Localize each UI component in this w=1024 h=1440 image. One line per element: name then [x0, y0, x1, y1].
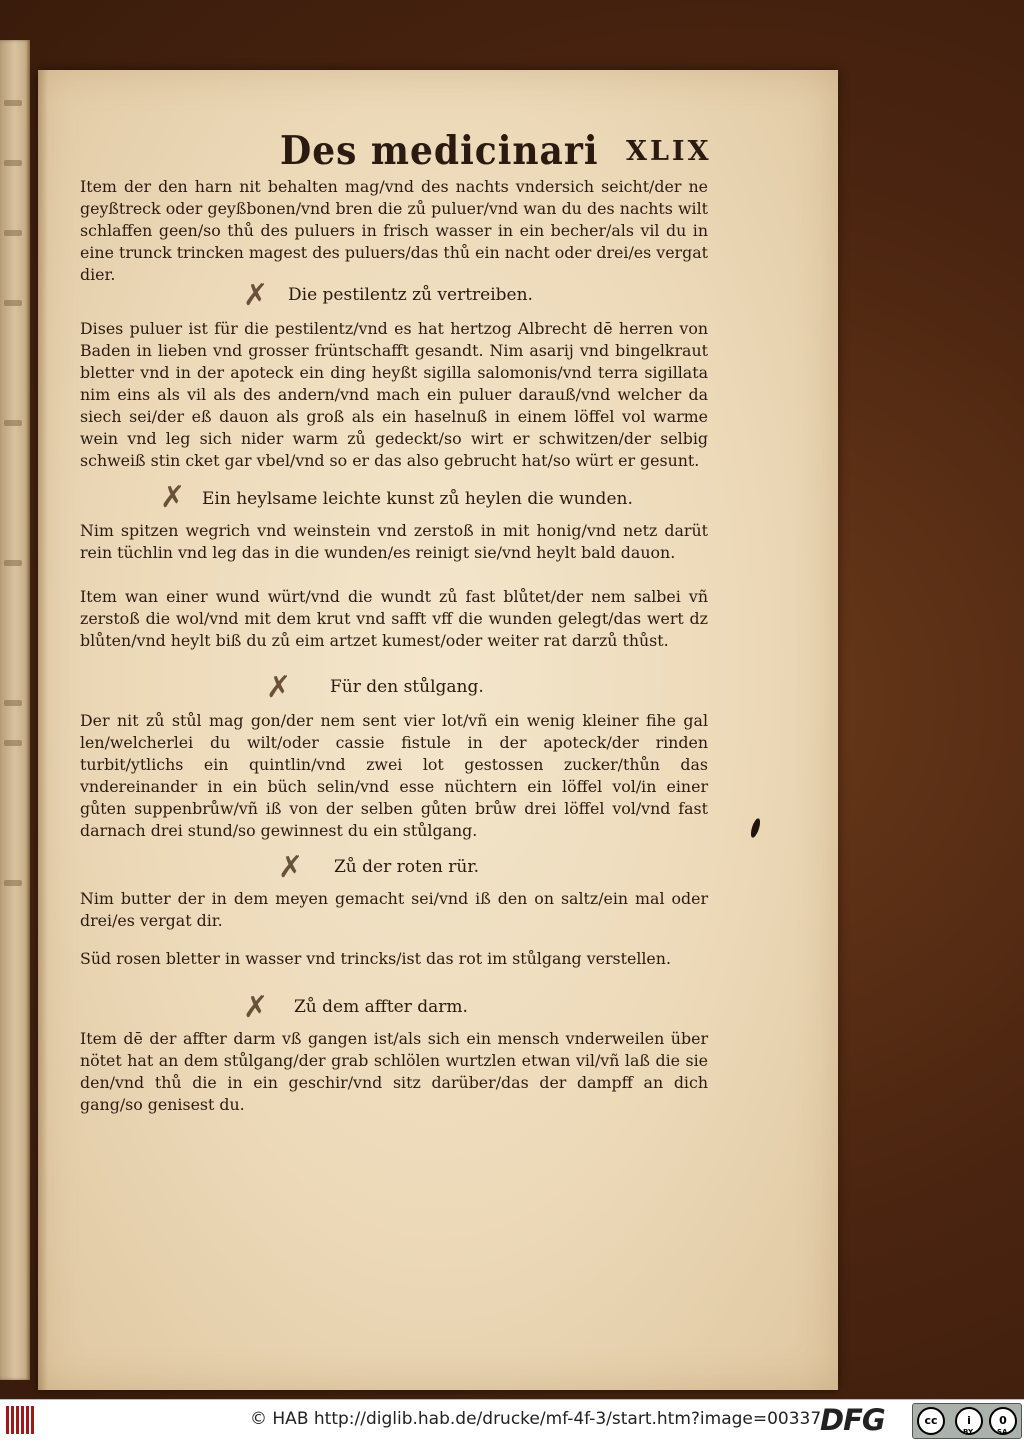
hab-logo-icon [6, 1406, 36, 1434]
edge-mark [4, 700, 22, 706]
edge-mark [4, 740, 22, 746]
edge-mark [4, 300, 22, 306]
marginal-x-mark: ✗ [160, 480, 186, 515]
marginal-x-mark: ✗ [243, 278, 269, 313]
paragraph: Item wan einer wund würt/vnd die wundt zů fast blůtet/der nem salbei vñ zerstoß die wol/vnd mit dem krut vnd safft vff die wunden gelegt/das wert dz blůten/vnd heylt biß du zů eim artzet kumest/oder weiter rat darzů thůst. [80, 587, 708, 650]
previous-page-edge [0, 40, 30, 1380]
section-heading: Zů dem affter darm. [294, 997, 468, 1017]
page-gutter-shadow [38, 70, 48, 1390]
cc-license-badge[interactable] [912, 1403, 1022, 1439]
dfg-logo: DFG [820, 1403, 885, 1437]
paragraph: Nim butter der in dem meyen gemacht sei/vnd iß den on saltz/ein mal oder drei/es vergat dir. [80, 889, 708, 930]
edge-mark [4, 230, 22, 236]
attribution-icon: i [955, 1407, 983, 1435]
edge-mark [4, 560, 22, 566]
marginal-x-mark: ✗ [266, 670, 292, 705]
marginal-x-mark: ✗ [243, 990, 269, 1025]
paragraph: Item dē der affter darm vß gangen ist/als sich ein mensch vnderweilen über nötet hat an dem stůlgang/der grab schlölen wurtzlen etwan vil/vñ laß die sie den/vnd thů die in ein geschir/vnd sitz darüber/das der dampff an dich gang/so genisest du. [80, 1029, 708, 1114]
section-heading: Ein heylsame leichte kunst zů heylen die wunden. [202, 489, 633, 509]
viewer-footer [0, 1399, 1024, 1440]
cc-icon: cc [917, 1407, 945, 1435]
marginal-x-mark: ✗ [278, 850, 304, 885]
paragraph: Dises puluer ist für die pestilentz/vnd es hat hertzog Albrecht dē herren von Baden in lieben vnd grosser früntschafft gesandt. Nim asarij vnd bingelkraut bletter vnd in der apoteck ein ding heyßt sigilla salomonis/vnd terra sigillata nim eins als vil als des andern/vnd mach ein puluer darauß/vnd welcher da siech sei/der eß dauon als groß als ein haselnuß in einem löffel vol warme wein vnd leg sich nider warm zů gedeckt/so wirt er schwitzen/der selbig schweiß stin cket gar vbel/vnd so er das also gebrucht hat/so würt er gesunt. [80, 319, 708, 470]
edge-mark [4, 100, 22, 106]
section-heading: Für den stůlgang. [330, 677, 484, 697]
paragraph: Item der den harn nit behalten mag/vnd des nachts vndersich seicht/der ne geyßtreck oder geyßbonen/vnd bren die zů puluer/vnd wan du des nachts wilt schlaffen geen/so thů des puluers in frisch wasser in ein becher/als vil du in eine trunck trincken magest des puluers/das thů ein nacht oder drei/es vergat dier. [80, 177, 708, 284]
paragraph: Süd rosen bletter in wasser vnd trincks/ist das rot im stůlgang verstellen. [80, 949, 671, 968]
folio-number: XLIX [626, 136, 712, 167]
running-head: Des medicinari [280, 127, 599, 175]
ink-blot [749, 817, 762, 838]
share-alike-icon: 0 [989, 1407, 1017, 1435]
edge-mark [4, 160, 22, 166]
edge-mark [4, 420, 22, 426]
section-heading: Zů der roten rür. [334, 857, 479, 877]
section-heading: Die pestilentz zů vertreiben. [288, 285, 533, 305]
paragraph: Der nit zů stůl mag gon/der nem sent vier lot/vñ ein wenig kleiner fihe gal len/welcherlei du wilt/oder cassie fistule in der apoteck/der rinden turbit/ytlichs ein quintlin/vnd zwei lot gestossen zucker/thůn das vndereinander in ein büch selin/vnd esse nüchtern ein löffel vol/in einer gůten suppenbrůw/vñ iß von der selben gůten brůw drei löffel vol/vnd fast darnach drei stund/so gewinnest du ein stůlgang. [80, 711, 708, 840]
book-page [38, 70, 838, 1390]
sa-label: SA [997, 1428, 1008, 1436]
edge-mark [4, 880, 22, 886]
source-credit: © HAB http://diglib.hab.de/drucke/mf-4f-3/start.htm?image=00337 [250, 1409, 822, 1429]
paragraph: Nim spitzen wegrich vnd weinstein vnd zerstoß in mit honig/vnd netz darüt rein tüchlin vnd leg das in die wunden/es reinigt sie/vnd heylt bald dauon. [80, 521, 708, 562]
by-label: BY [963, 1428, 974, 1436]
